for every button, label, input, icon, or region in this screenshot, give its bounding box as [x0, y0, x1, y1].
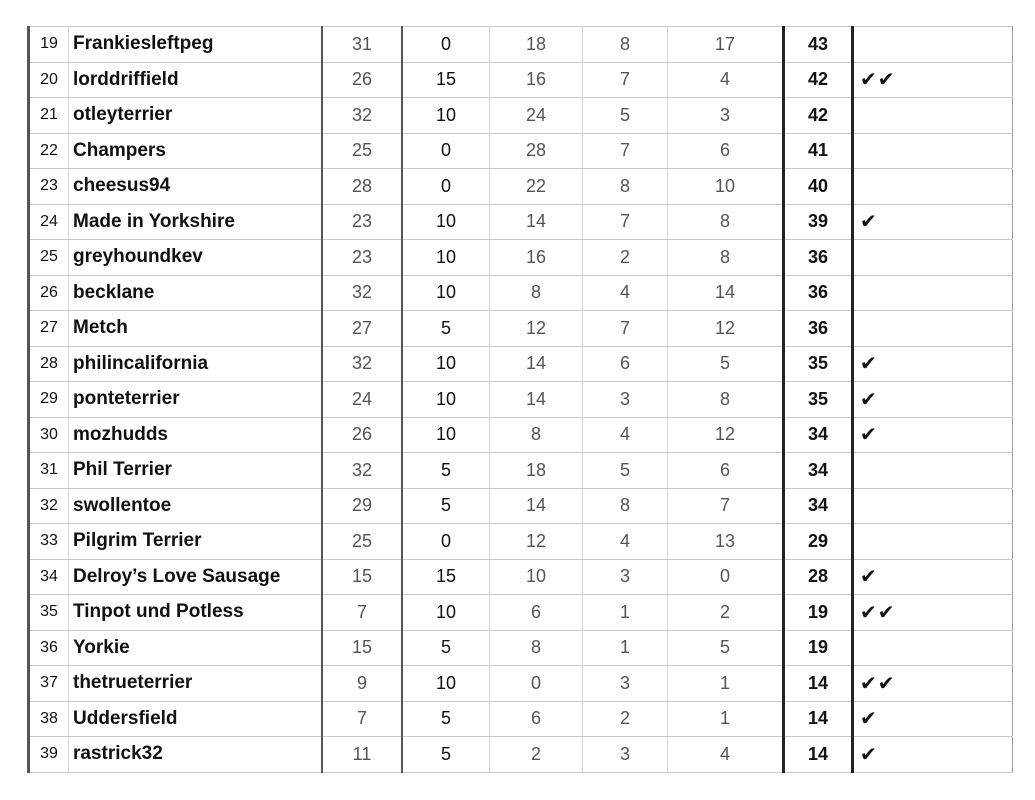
check-marks-cell: ✔: [853, 382, 1013, 418]
score-col-4-cell: 8: [583, 488, 668, 524]
position-cell: 36: [29, 630, 69, 666]
position-cell: 39: [29, 737, 69, 773]
score-col-2-cell: 15: [402, 62, 490, 98]
total-cell: 34: [784, 488, 853, 524]
score-col-5-cell: 8: [668, 382, 784, 418]
score-col-2-cell: 5: [402, 737, 490, 773]
score-col-4-cell: 7: [583, 311, 668, 347]
score-col-4-cell: 2: [583, 701, 668, 737]
total-cell: 35: [784, 382, 853, 418]
player-name-cell: otleyterrier: [69, 98, 323, 134]
check-marks-cell: [853, 169, 1013, 205]
score-col-3-cell: 2: [490, 737, 583, 773]
check-marks-cell: [853, 524, 1013, 560]
score-col-3-cell: 14: [490, 346, 583, 382]
score-col-2-cell: 0: [402, 133, 490, 169]
score-col-1-cell: 25: [322, 524, 402, 560]
score-col-5-cell: 1: [668, 666, 784, 702]
score-col-2-cell: 0: [402, 27, 490, 63]
check-marks-cell: ✔: [853, 417, 1013, 453]
player-name-cell: Phil Terrier: [69, 453, 323, 489]
score-col-2-cell: 10: [402, 204, 490, 240]
score-col-4-cell: 4: [583, 275, 668, 311]
score-col-3-cell: 6: [490, 701, 583, 737]
score-col-3-cell: 6: [490, 595, 583, 631]
player-name-cell: thetrueterrier: [69, 666, 323, 702]
total-cell: 40: [784, 169, 853, 205]
score-col-3-cell: 10: [490, 559, 583, 595]
score-col-4-cell: 3: [583, 382, 668, 418]
score-col-3-cell: 16: [490, 62, 583, 98]
score-col-5-cell: 6: [668, 133, 784, 169]
check-marks-cell: [853, 630, 1013, 666]
score-col-4-cell: 5: [583, 98, 668, 134]
score-col-3-cell: 16: [490, 240, 583, 276]
table-row: [29, 524, 1013, 560]
position-cell: 25: [29, 240, 69, 276]
score-col-1-cell: 15: [322, 630, 402, 666]
score-col-1-cell: 7: [322, 595, 402, 631]
score-col-5-cell: 5: [668, 346, 784, 382]
score-col-5-cell: 7: [668, 488, 784, 524]
table-row: [29, 488, 1013, 524]
position-cell: 35: [29, 595, 69, 631]
score-col-2-cell: 5: [402, 311, 490, 347]
check-marks-cell: ✔✔: [853, 666, 1013, 702]
score-col-1-cell: 32: [322, 275, 402, 311]
score-col-2-cell: 10: [402, 275, 490, 311]
player-name-cell: Tinpot und Potless: [69, 595, 323, 631]
position-cell: 19: [29, 27, 69, 63]
score-col-3-cell: 12: [490, 311, 583, 347]
score-col-5-cell: 12: [668, 417, 784, 453]
check-marks-cell: [853, 98, 1013, 134]
score-col-1-cell: 32: [322, 453, 402, 489]
total-cell: 34: [784, 453, 853, 489]
score-col-3-cell: 14: [490, 382, 583, 418]
position-cell: 32: [29, 488, 69, 524]
score-col-1-cell: 11: [322, 737, 402, 773]
position-cell: 30: [29, 417, 69, 453]
score-col-2-cell: 5: [402, 453, 490, 489]
score-col-1-cell: 28: [322, 169, 402, 205]
player-name-cell: swollentoe: [69, 488, 323, 524]
score-col-5-cell: 4: [668, 737, 784, 773]
score-col-5-cell: 17: [668, 27, 784, 63]
total-cell: 43: [784, 27, 853, 63]
check-marks-cell: [853, 488, 1013, 524]
score-col-4-cell: 3: [583, 559, 668, 595]
player-name-cell: rastrick32: [69, 737, 323, 773]
score-col-4-cell: 3: [583, 737, 668, 773]
position-cell: 24: [29, 204, 69, 240]
score-col-4-cell: 8: [583, 27, 668, 63]
score-col-4-cell: 3: [583, 666, 668, 702]
player-name-cell: ponteterrier: [69, 382, 323, 418]
score-col-3-cell: 0: [490, 666, 583, 702]
score-col-3-cell: 14: [490, 488, 583, 524]
score-col-2-cell: 10: [402, 98, 490, 134]
position-cell: 23: [29, 169, 69, 205]
score-col-2-cell: 5: [402, 488, 490, 524]
player-name-cell: greyhoundkev: [69, 240, 323, 276]
score-col-3-cell: 24: [490, 98, 583, 134]
score-col-5-cell: 14: [668, 275, 784, 311]
total-cell: 36: [784, 275, 853, 311]
check-marks-cell: ✔: [853, 346, 1013, 382]
position-cell: 22: [29, 133, 69, 169]
score-col-3-cell: 18: [490, 27, 583, 63]
league-table: [27, 26, 1013, 773]
table-row: [29, 133, 1013, 169]
position-cell: 31: [29, 453, 69, 489]
table-row: [29, 630, 1013, 666]
table-row: [29, 382, 1013, 418]
total-cell: 42: [784, 62, 853, 98]
check-marks-cell: [853, 275, 1013, 311]
score-col-1-cell: 32: [322, 98, 402, 134]
total-cell: 36: [784, 311, 853, 347]
total-cell: 14: [784, 737, 853, 773]
position-cell: 33: [29, 524, 69, 560]
player-name-cell: Uddersfield: [69, 701, 323, 737]
score-col-3-cell: 8: [490, 630, 583, 666]
score-col-2-cell: 5: [402, 701, 490, 737]
score-col-1-cell: 15: [322, 559, 402, 595]
score-col-1-cell: 25: [322, 133, 402, 169]
score-col-4-cell: 4: [583, 524, 668, 560]
score-col-2-cell: 10: [402, 417, 490, 453]
position-cell: 27: [29, 311, 69, 347]
player-name-cell: Delroy’s Love Sausage: [69, 559, 323, 595]
score-col-1-cell: 23: [322, 204, 402, 240]
check-marks-cell: [853, 240, 1013, 276]
position-cell: 28: [29, 346, 69, 382]
score-col-2-cell: 10: [402, 595, 490, 631]
score-col-4-cell: 7: [583, 62, 668, 98]
table-row: [29, 275, 1013, 311]
total-cell: 29: [784, 524, 853, 560]
player-name-cell: becklane: [69, 275, 323, 311]
total-cell: 39: [784, 204, 853, 240]
total-cell: 19: [784, 630, 853, 666]
score-col-5-cell: 6: [668, 453, 784, 489]
score-col-1-cell: 29: [322, 488, 402, 524]
position-cell: 38: [29, 701, 69, 737]
score-col-2-cell: 15: [402, 559, 490, 595]
score-col-5-cell: 0: [668, 559, 784, 595]
score-col-2-cell: 0: [402, 169, 490, 205]
score-col-3-cell: 8: [490, 275, 583, 311]
score-col-5-cell: 1: [668, 701, 784, 737]
score-col-4-cell: 2: [583, 240, 668, 276]
score-col-2-cell: 10: [402, 666, 490, 702]
score-col-3-cell: 8: [490, 417, 583, 453]
table-row: [29, 240, 1013, 276]
score-col-1-cell: 26: [322, 417, 402, 453]
score-col-5-cell: 3: [668, 98, 784, 134]
score-col-5-cell: 10: [668, 169, 784, 205]
position-cell: 37: [29, 666, 69, 702]
position-cell: 26: [29, 275, 69, 311]
score-col-3-cell: 22: [490, 169, 583, 205]
score-col-4-cell: 1: [583, 630, 668, 666]
check-marks-cell: [853, 133, 1013, 169]
score-col-3-cell: 12: [490, 524, 583, 560]
total-cell: 14: [784, 701, 853, 737]
player-name-cell: cheesus94: [69, 169, 323, 205]
score-col-4-cell: 5: [583, 453, 668, 489]
score-col-5-cell: 4: [668, 62, 784, 98]
score-col-1-cell: 23: [322, 240, 402, 276]
score-col-2-cell: 10: [402, 346, 490, 382]
table-row: [29, 737, 1013, 773]
table-row: [29, 595, 1013, 631]
player-name-cell: lorddriffield: [69, 62, 323, 98]
score-col-4-cell: 1: [583, 595, 668, 631]
position-cell: 29: [29, 382, 69, 418]
table-row: [29, 27, 1013, 63]
table-row: [29, 98, 1013, 134]
score-col-1-cell: 24: [322, 382, 402, 418]
total-cell: 34: [784, 417, 853, 453]
score-col-3-cell: 18: [490, 453, 583, 489]
check-marks-cell: ✔: [853, 559, 1013, 595]
score-col-4-cell: 7: [583, 204, 668, 240]
player-name-cell: Made in Yorkshire: [69, 204, 323, 240]
score-col-2-cell: 0: [402, 524, 490, 560]
position-cell: 34: [29, 559, 69, 595]
player-name-cell: Frankiesleftpeg: [69, 27, 323, 63]
table-row: [29, 169, 1013, 205]
total-cell: 14: [784, 666, 853, 702]
check-marks-cell: ✔✔: [853, 595, 1013, 631]
total-cell: 35: [784, 346, 853, 382]
player-name-cell: mozhudds: [69, 417, 323, 453]
table-row: [29, 559, 1013, 595]
check-marks-cell: [853, 27, 1013, 63]
score-col-5-cell: 8: [668, 240, 784, 276]
score-col-2-cell: 5: [402, 630, 490, 666]
score-col-3-cell: 14: [490, 204, 583, 240]
league-table-body: [29, 27, 1013, 773]
score-col-2-cell: 10: [402, 382, 490, 418]
table-row: [29, 62, 1013, 98]
position-cell: 21: [29, 98, 69, 134]
table-row: [29, 453, 1013, 489]
total-cell: 41: [784, 133, 853, 169]
score-col-5-cell: 12: [668, 311, 784, 347]
check-marks-cell: ✔: [853, 737, 1013, 773]
total-cell: 19: [784, 595, 853, 631]
total-cell: 28: [784, 559, 853, 595]
score-col-2-cell: 10: [402, 240, 490, 276]
score-col-3-cell: 28: [490, 133, 583, 169]
table-row: [29, 346, 1013, 382]
score-col-1-cell: 26: [322, 62, 402, 98]
score-col-4-cell: 4: [583, 417, 668, 453]
score-col-4-cell: 6: [583, 346, 668, 382]
total-cell: 36: [784, 240, 853, 276]
check-marks-cell: ✔✔: [853, 62, 1013, 98]
total-cell: 42: [784, 98, 853, 134]
score-col-5-cell: 13: [668, 524, 784, 560]
score-col-1-cell: 9: [322, 666, 402, 702]
table-row: [29, 701, 1013, 737]
player-name-cell: Metch: [69, 311, 323, 347]
check-marks-cell: [853, 311, 1013, 347]
score-col-1-cell: 7: [322, 701, 402, 737]
player-name-cell: Pilgrim Terrier: [69, 524, 323, 560]
score-col-5-cell: 2: [668, 595, 784, 631]
check-marks-cell: [853, 453, 1013, 489]
score-col-1-cell: 32: [322, 346, 402, 382]
check-marks-cell: ✔: [853, 204, 1013, 240]
score-col-5-cell: 8: [668, 204, 784, 240]
player-name-cell: Champers: [69, 133, 323, 169]
score-col-1-cell: 31: [322, 27, 402, 63]
table-row: [29, 204, 1013, 240]
check-marks-cell: ✔: [853, 701, 1013, 737]
table-row: [29, 666, 1013, 702]
score-col-4-cell: 7: [583, 133, 668, 169]
score-col-1-cell: 27: [322, 311, 402, 347]
score-col-4-cell: 8: [583, 169, 668, 205]
position-cell: 20: [29, 62, 69, 98]
table-row: [29, 311, 1013, 347]
player-name-cell: philincalifornia: [69, 346, 323, 382]
score-col-5-cell: 5: [668, 630, 784, 666]
player-name-cell: Yorkie: [69, 630, 323, 666]
table-row: [29, 417, 1013, 453]
